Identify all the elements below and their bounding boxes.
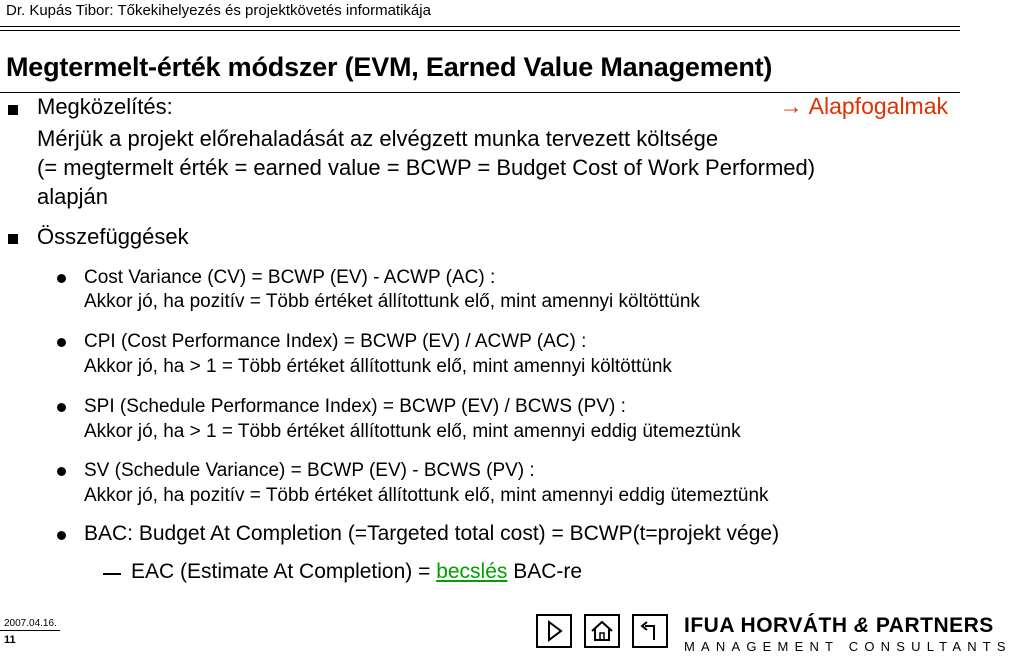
approach-line-2: (= megtermelt érték = earned value = BCWP = Budget Cost of Work Performed) [37,155,816,180]
bullet-spi-line-1: SPI (Schedule Performance Index) = BCWP (EV) / BCWS (PV) : [84,396,626,417]
footer-date: 2007.04.16. [4,618,57,629]
eac-prefix: EAC (Estimate At Completion) = [131,560,437,583]
square-bullet-icon [8,105,18,115]
approach-line-3: alapján [37,184,108,209]
arrow-right-icon: → [779,93,803,119]
next-icon [540,618,568,644]
home-button[interactable] [584,614,620,648]
bullet-spi-line-2: Akkor jó, ha > 1 = Több értéket állítottunk elő, mint amennyi eddig ütemeztünk [84,421,741,442]
logo-top-text: IFUA HORVÁTH & PARTNERS [684,614,994,637]
bullet-sv-line-1: SV (Schedule Variance) = BCWP (EV) - BCWS (PV) : [84,460,535,481]
ifua-horvath-logo [684,614,1012,654]
bullet-dot-icon [57,274,66,283]
bullet-cv-line-2: Akkor jó, ha pozitív = Több értéket állítottunk elő, mint amennyi költöttünk [84,291,700,312]
home-icon [588,618,616,644]
logo-bottom-text: MANAGEMENT CONSULTANTS [684,639,1012,654]
slide-header: Dr. Kupás Tibor: Tőkekihelyezés és projektkövetés informatikája [6,2,431,19]
eac-suffix: BAC-re [507,560,583,583]
bullet-dot-icon [57,531,66,540]
square-bullet-icon [8,234,18,244]
bullet-bac-line: BAC: Budget At Completion (=Targeted total cost) = BCWP(t=projekt vége) [84,522,780,545]
page-number: 11 [4,634,16,646]
bullet-cpi-line-2: Akkor jó, ha > 1 = Több értéket állítottunk elő, mint amennyi költöttünk [84,356,672,377]
alapfogalmak-label: Alapfogalmak [808,93,948,119]
approach-line-1: Mérjük a projekt előrehaladását az elvégzett munka tervezett költsége [37,126,719,151]
return-button[interactable] [632,614,668,648]
footer-rule [0,630,60,631]
bullet-cv-line-1: Cost Variance (CV) = BCWP (EV) - ACWP (AC) : [84,267,496,288]
bullet-dot-icon [57,467,66,476]
bullet-dot-icon [57,338,66,347]
next-slide-button[interactable] [536,614,572,648]
slide-title: Megtermelt-érték módszer (EVM, Earned Value Management) [6,52,773,82]
header-rule [0,26,960,27]
header-rule-2 [0,30,960,31]
bullet-dot-icon [57,403,66,412]
section-heading-relations: Összefüggések [37,224,189,249]
alapfogalmak-link[interactable] [780,93,948,120]
bullet-sv-line-2: Akkor jó, ha pozitív = Több értéket állítottunk elő, mint amennyi eddig ütemeztünk [84,485,769,506]
eac-item [131,560,582,584]
return-icon [636,618,664,644]
becsles-link[interactable]: becslés [436,560,508,583]
sub-item-dash [103,573,121,575]
bullet-cpi-line-1: CPI (Cost Performance Index) = BCWP (EV) / ACWP (AC) : [84,331,587,352]
section-heading-approach: Megközelítés: [37,94,173,119]
